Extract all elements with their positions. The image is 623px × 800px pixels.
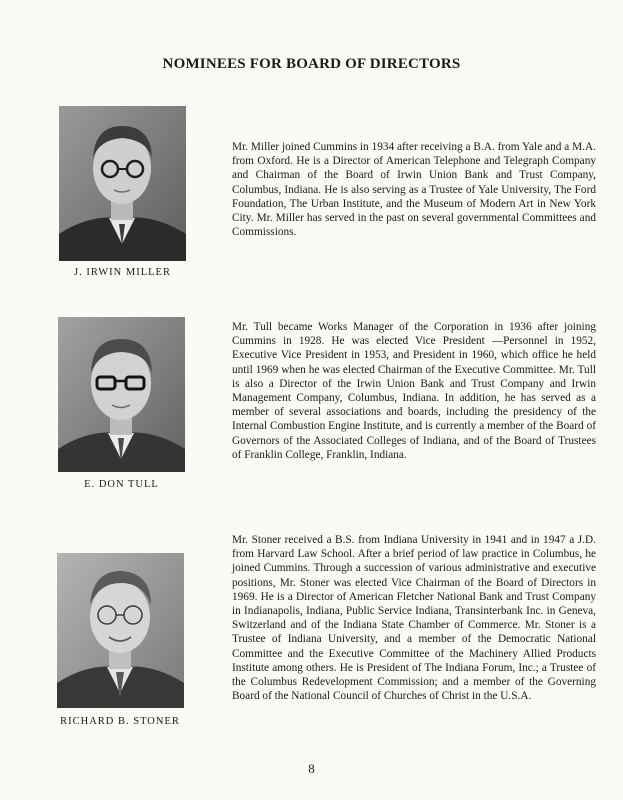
nominee-bio-tull: Mr. Tull became Works Manager of the Corporation in 1936 after joining Cummins in 1928. He was elected Vice President —Personnel in 1952, Executive Vice President in 1953, and President in 1960, which office he held until 1969 when he was elected Chairman of the Executive Committee. Mr. Tull is also a Director of the Irwin Union Bank and Trust Company and Irwin Management Company, Columbus, Indiana. In addition, he has served as a member of several associations and boards, including the presidency of the Internal Combustion Engine Institute, and is currently a member of the Board of Governors of the Associated Colleges of Indiana, and of the Board of Trustees of Franklin College, Franklin, Indiana. xyxy=(232,321,596,461)
nominee-bio-stoner: Mr. Stoner received a B.S. from Indiana University in 1941 and in 1947 a J.D. from Harvard Law School. After a brief period of law practice in Columbus, he joined Cummins. Through a succession of various administrative and executive positions, Mr. Stoner was elected Vice Chairman of the Board of Directors in 1969. He is a Director of American Fletcher National Bank and Trust Company in Indianapolis, Indiana, Public Service Indiana, Transinterbank Inc. in Geneva, Switzerland and of the Indiana State Chamber of Commerce. Mr. Stoner is a Trustee of Indiana University, and a member of the Democratic National Committee and the Executive Committee of the Machinery Allied Products Institute among others. He is President of The Indiana Forum, Inc.; a Trustee of the Columbus Redevelopment Commission; and a member of the Governing Board of the National Council of Churches of Christ in the U.S.A. xyxy=(232,534,596,703)
nominee-name-stoner: RICHARD B. STONER xyxy=(60,716,180,727)
portrait-photo-stoner xyxy=(57,553,184,708)
portrait-photo-tull xyxy=(58,317,185,472)
portrait-photo-miller xyxy=(59,106,186,261)
nominee-name-tull: E. DON TULL xyxy=(84,479,159,490)
page-title: NOMINEES FOR BOARD OF DIRECTORS xyxy=(162,56,461,72)
page-number: 8 xyxy=(308,761,315,776)
nominee-bio-miller: Mr. Miller joined Cummins in 1934 after receiving a B.A. from Yale and a M.A. from Oxford. He is a Director of American Telephone and Telegraph Company and Chairman of the Board of Irwin Union Bank and Trust Company, Columbus, Indiana. He is also serving as a Trustee of Yale University, The Ford Foundation, The Urban Institute, and the Museum of Modern Art in New York City. Mr. Miller has served in the past on several governmental Committees and Commissions. xyxy=(232,141,596,239)
nominee-name-miller: J. IRWIN MILLER xyxy=(74,267,171,278)
